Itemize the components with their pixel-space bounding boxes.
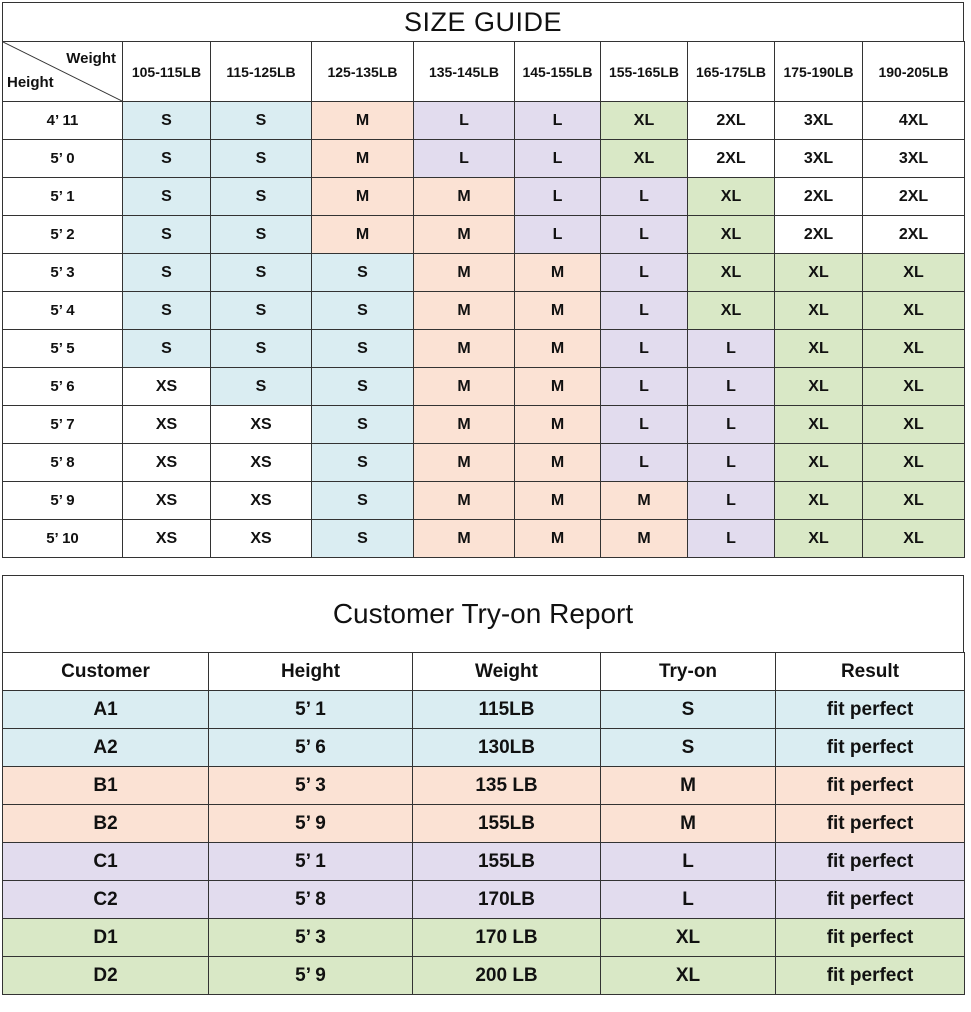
size-cell: XL [863, 292, 965, 330]
size-cell: M [515, 292, 601, 330]
size-cell: 2XL [863, 216, 965, 254]
size-cell: S [123, 216, 211, 254]
size-cell: L [688, 482, 775, 520]
tryon-customer-cell: B2 [3, 805, 209, 843]
tryon-customer-cell: C2 [3, 881, 209, 919]
tryon-weight-cell: 130LB [413, 729, 601, 767]
size-cell: XL [775, 292, 863, 330]
size-cell: XL [775, 254, 863, 292]
size-row [3, 292, 965, 330]
size-cell: M [414, 520, 515, 558]
size-cell: XL [688, 292, 775, 330]
tryon-height-cell: 5’ 1 [209, 691, 413, 729]
weight-column-header: 115-125LB [211, 42, 312, 102]
tryon-customer-cell: A2 [3, 729, 209, 767]
tryon-weight-cell: 200 LB [413, 957, 601, 995]
size-cell: XL [863, 368, 965, 406]
size-cell: S [211, 140, 312, 178]
size-cell: M [414, 330, 515, 368]
tryon-report-table [2, 652, 965, 995]
tryon-row [3, 805, 965, 843]
tryon-height-cell: 5’ 9 [209, 957, 413, 995]
size-cell: XS [123, 482, 211, 520]
corner-weight-label: Weight [66, 50, 116, 67]
size-cell: L [688, 368, 775, 406]
size-cell: M [414, 444, 515, 482]
height-cell: 5’ 3 [3, 254, 123, 292]
tryon-row [3, 691, 965, 729]
tryon-report-section [2, 575, 964, 995]
size-cell: L [414, 102, 515, 140]
size-cell: M [414, 406, 515, 444]
size-guide-section [2, 2, 964, 558]
size-cell: 2XL [775, 178, 863, 216]
size-cell: S [211, 292, 312, 330]
size-cell: 3XL [863, 140, 965, 178]
size-cell: M [312, 140, 414, 178]
size-guide-body [3, 102, 965, 558]
tryon-height-cell: 5’ 8 [209, 881, 413, 919]
size-cell: S [211, 102, 312, 140]
size-cell: 3XL [775, 102, 863, 140]
size-cell: S [312, 444, 414, 482]
weight-column-header: 165-175LB [688, 42, 775, 102]
size-cell: L [515, 178, 601, 216]
tryon-column-header: Customer [3, 653, 209, 691]
weight-column-header: 190-205LB [863, 42, 965, 102]
size-cell: M [312, 216, 414, 254]
size-cell: XS [211, 406, 312, 444]
height-cell: 5’ 2 [3, 216, 123, 254]
size-cell: S [312, 406, 414, 444]
size-cell: XL [688, 178, 775, 216]
tryon-result-cell: fit perfect [776, 919, 965, 957]
size-cell: S [211, 216, 312, 254]
weight-column-header: 155-165LB [601, 42, 688, 102]
tryon-weight-cell: 135 LB [413, 767, 601, 805]
size-cell: XL [775, 330, 863, 368]
height-cell: 5’ 5 [3, 330, 123, 368]
size-cell: L [601, 368, 688, 406]
size-row [3, 444, 965, 482]
size-cell: M [414, 482, 515, 520]
size-cell: S [123, 140, 211, 178]
size-cell: L [601, 216, 688, 254]
height-cell: 5’ 0 [3, 140, 123, 178]
tryon-result-cell: fit perfect [776, 691, 965, 729]
size-cell: XL [775, 406, 863, 444]
height-cell: 5’ 1 [3, 178, 123, 216]
size-guide-title: SIZE GUIDE [2, 2, 964, 41]
tryon-column-header: Try-on [601, 653, 776, 691]
height-cell: 5’ 4 [3, 292, 123, 330]
size-row [3, 406, 965, 444]
tryon-customer-cell: C1 [3, 843, 209, 881]
size-cell: M [515, 406, 601, 444]
size-cell: XL [775, 482, 863, 520]
size-cell: M [515, 330, 601, 368]
size-cell: L [688, 330, 775, 368]
size-guide-corner-cell [3, 42, 123, 102]
size-cell: L [601, 444, 688, 482]
height-cell: 4’ 11 [3, 102, 123, 140]
tryon-row [3, 957, 965, 995]
size-cell: M [515, 482, 601, 520]
tryon-body [3, 691, 965, 995]
tryon-tryon-cell: L [601, 881, 776, 919]
size-cell: 3XL [775, 140, 863, 178]
size-cell: S [312, 482, 414, 520]
tryon-tryon-cell: L [601, 843, 776, 881]
size-cell: XL [863, 520, 965, 558]
size-cell: L [688, 406, 775, 444]
tryon-customer-cell: B1 [3, 767, 209, 805]
tryon-result-cell: fit perfect [776, 767, 965, 805]
size-cell: XL [688, 216, 775, 254]
tryon-column-header: Result [776, 653, 965, 691]
size-cell: XS [123, 520, 211, 558]
size-cell: 2XL [863, 178, 965, 216]
tryon-row [3, 843, 965, 881]
corner-height-label: Height [7, 74, 54, 91]
tryon-weight-cell: 115LB [413, 691, 601, 729]
size-cell: M [601, 482, 688, 520]
size-cell: L [601, 254, 688, 292]
size-cell: L [601, 330, 688, 368]
weight-column-header: 105-115LB [123, 42, 211, 102]
size-row [3, 178, 965, 216]
size-cell: XS [123, 368, 211, 406]
size-cell: M [414, 178, 515, 216]
size-cell: L [515, 216, 601, 254]
size-cell: L [515, 140, 601, 178]
tryon-height-cell: 5’ 1 [209, 843, 413, 881]
size-cell: S [211, 178, 312, 216]
size-cell: S [312, 330, 414, 368]
size-cell: 4XL [863, 102, 965, 140]
size-cell: S [123, 254, 211, 292]
weight-column-header: 125-135LB [312, 42, 414, 102]
tryon-customer-cell: A1 [3, 691, 209, 729]
size-cell: S [312, 520, 414, 558]
tryon-tryon-cell: S [601, 729, 776, 767]
tryon-customer-cell: D2 [3, 957, 209, 995]
tryon-height-cell: 5’ 9 [209, 805, 413, 843]
size-cell: M [414, 216, 515, 254]
height-cell: 5’ 7 [3, 406, 123, 444]
size-row [3, 520, 965, 558]
size-guide-table [2, 41, 965, 558]
size-cell: S [211, 330, 312, 368]
tryon-tryon-cell: XL [601, 919, 776, 957]
height-cell: 5’ 8 [3, 444, 123, 482]
tryon-row [3, 729, 965, 767]
tryon-tryon-cell: S [601, 691, 776, 729]
size-cell: S [123, 292, 211, 330]
tryon-column-header: Height [209, 653, 413, 691]
size-cell: S [123, 102, 211, 140]
size-row [3, 368, 965, 406]
tryon-weight-cell: 170 LB [413, 919, 601, 957]
tryon-column-header: Weight [413, 653, 601, 691]
height-cell: 5’ 9 [3, 482, 123, 520]
size-cell: L [601, 178, 688, 216]
tryon-header-row [3, 653, 965, 691]
tryon-height-cell: 5’ 3 [209, 767, 413, 805]
size-cell: XL [688, 254, 775, 292]
size-cell: M [515, 368, 601, 406]
size-cell: XL [775, 520, 863, 558]
size-guide-header-row [3, 42, 965, 102]
size-cell: XS [211, 520, 312, 558]
tryon-result-cell: fit perfect [776, 957, 965, 995]
tryon-row [3, 881, 965, 919]
tryon-tryon-cell: M [601, 767, 776, 805]
tryon-tryon-cell: M [601, 805, 776, 843]
size-cell: S [312, 254, 414, 292]
weight-column-header: 135-145LB [414, 42, 515, 102]
tryon-height-cell: 5’ 3 [209, 919, 413, 957]
size-row [3, 254, 965, 292]
size-cell: XL [775, 444, 863, 482]
size-cell: S [312, 368, 414, 406]
size-cell: XS [211, 444, 312, 482]
tryon-result-cell: fit perfect [776, 729, 965, 767]
size-cell: M [414, 254, 515, 292]
size-cell: L [414, 140, 515, 178]
tryon-weight-cell: 170LB [413, 881, 601, 919]
size-cell: M [312, 178, 414, 216]
size-cell: XL [863, 406, 965, 444]
size-cell: L [601, 406, 688, 444]
size-cell: XS [211, 482, 312, 520]
size-cell: M [414, 368, 515, 406]
weight-column-header: 175-190LB [775, 42, 863, 102]
tryon-result-cell: fit perfect [776, 805, 965, 843]
tryon-height-cell: 5’ 6 [209, 729, 413, 767]
height-cell: 5’ 6 [3, 368, 123, 406]
size-cell: 2XL [775, 216, 863, 254]
size-cell: M [601, 520, 688, 558]
size-cell: XL [863, 254, 965, 292]
size-cell: XS [123, 444, 211, 482]
tryon-weight-cell: 155LB [413, 843, 601, 881]
size-cell: S [211, 254, 312, 292]
size-row [3, 482, 965, 520]
size-cell: XL [601, 102, 688, 140]
size-cell: L [688, 444, 775, 482]
tryon-result-cell: fit perfect [776, 843, 965, 881]
tryon-tryon-cell: XL [601, 957, 776, 995]
size-cell: XL [775, 368, 863, 406]
size-row [3, 216, 965, 254]
size-cell: L [601, 292, 688, 330]
tryon-weight-cell: 155LB [413, 805, 601, 843]
size-row [3, 102, 965, 140]
size-cell: M [414, 292, 515, 330]
size-cell: S [123, 330, 211, 368]
size-cell: M [312, 102, 414, 140]
size-cell: L [515, 102, 601, 140]
size-cell: XL [863, 444, 965, 482]
tryon-row [3, 767, 965, 805]
tryon-report-title: Customer Try-on Report [2, 575, 964, 652]
size-cell: XL [863, 482, 965, 520]
weight-column-header: 145-155LB [515, 42, 601, 102]
size-cell: L [688, 520, 775, 558]
size-cell: S [211, 368, 312, 406]
size-cell: XL [863, 330, 965, 368]
size-cell: XL [601, 140, 688, 178]
size-cell: XS [123, 406, 211, 444]
size-row [3, 140, 965, 178]
size-cell: 2XL [688, 140, 775, 178]
size-cell: S [312, 292, 414, 330]
tryon-customer-cell: D1 [3, 919, 209, 957]
height-cell: 5’ 10 [3, 520, 123, 558]
tryon-result-cell: fit perfect [776, 881, 965, 919]
size-cell: M [515, 254, 601, 292]
size-row [3, 330, 965, 368]
size-cell: 2XL [688, 102, 775, 140]
size-cell: S [123, 178, 211, 216]
size-cell: M [515, 444, 601, 482]
size-cell: M [515, 520, 601, 558]
tryon-row [3, 919, 965, 957]
